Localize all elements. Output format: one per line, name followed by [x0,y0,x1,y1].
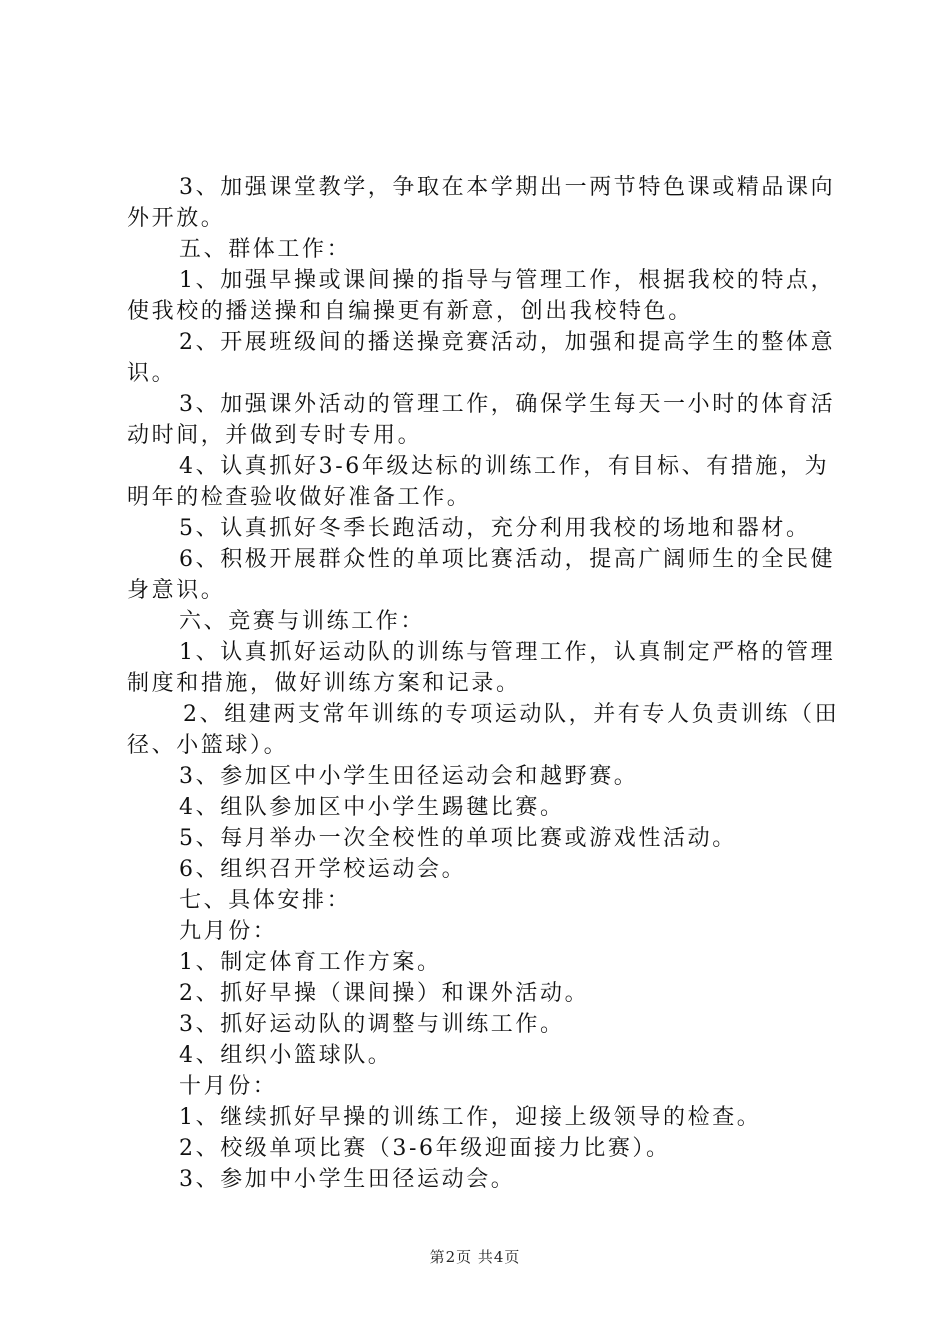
paragraph: 1、加强早操或课间操的指导与管理工作，根据我校的特点，使我校的播送操和自编操更有新意，创出我校特色。 [127,268,836,324]
paragraph: 4、组织小篮球队。 [179,1043,393,1068]
month-heading: 十月份： [179,1074,278,1099]
paragraph: 2、抓好早操（课间操）和课外活动。 [179,981,590,1006]
paragraph: 3、加强课堂教学，争取在本学期出一两节特色课或精品课向外开放。 [127,175,836,231]
section-heading: 七、具体安排： [179,888,352,913]
paragraph: 3、加强课外活动的管理工作，确保学生每天一小时的体育活动时间，并做到专时专用。 [127,392,836,448]
paragraph: 1、制定体育工作方案。 [179,950,442,975]
paragraph: 5、认真抓好冬季长跑活动，充分利用我校的场地和器材。 [179,516,811,541]
paragraph: 3、参加中小学生田径运动会。 [179,1167,516,1192]
paragraph: 6、组织召开学校运动会。 [179,857,467,882]
document-body [127,172,842,1195]
paragraph: 6、积极开展群众性的单项比赛活动，提高广阔师生的全民健身意识。 [127,547,836,603]
paragraph: 3、参加区中小学生田径运动会和越野赛。 [179,764,639,789]
month-heading: 九月份： [179,919,278,944]
paragraph: 4、认真抓好3-6年级达标的训练工作，有目标、有措施，为明年的检查验收做好准备工作。 [127,454,830,510]
page-number-footer: 第2页 共4页 [429,1248,521,1266]
paragraph: 1、继续抓好早操的训练工作，迎接上级领导的检查。 [179,1105,762,1130]
paragraph: 5、每月举办一次全校性的单项比赛或游戏性活动。 [179,826,737,851]
paragraph: 2、组建两支常年训练的专项运动队，并有专人负责训练（田径、小篮球）。 [127,702,840,758]
paragraph: 1、认真抓好运动队的训练与管理工作，认真制定严格的管理制度和措施，做好训练方案和记录。 [127,640,836,696]
paragraph: 2、开展班级间的播送操竞赛活动，加强和提高学生的整体意识。 [127,330,836,386]
section-heading: 六、竞赛与训练工作： [179,609,426,634]
paragraph: 3、抓好运动队的调整与训练工作。 [179,1012,565,1037]
section-heading: 五、群体工作： [179,237,352,262]
paragraph: 2、校级单项比赛（3-6年级迎面接力比赛）。 [179,1136,671,1161]
paragraph: 4、组队参加区中小学生踢毽比赛。 [179,795,565,820]
